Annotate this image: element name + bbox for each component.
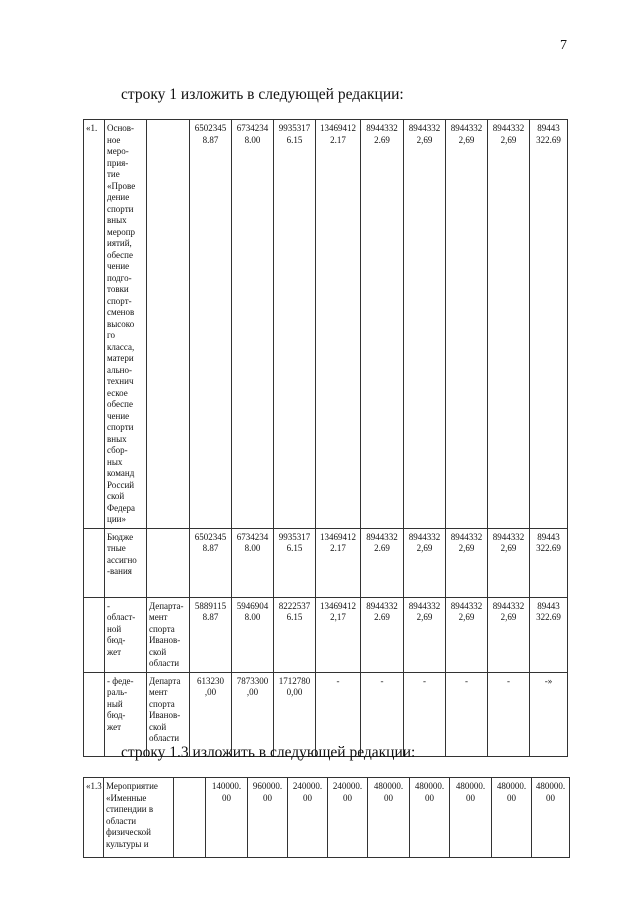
event-name-cell-line: тие bbox=[107, 169, 120, 179]
amount-cell-line: 00 bbox=[384, 792, 393, 803]
event-name-cell bbox=[105, 528, 147, 597]
amount-cell bbox=[530, 528, 568, 597]
amount-cell bbox=[232, 528, 274, 597]
amount-cell bbox=[410, 778, 450, 858]
amount-cell bbox=[488, 120, 530, 529]
event-name-cell-line: матери bbox=[107, 353, 134, 363]
amount-cell bbox=[488, 672, 530, 756]
executor-cell-line: мент bbox=[149, 687, 168, 697]
amount-cell-line: 9935317 bbox=[278, 531, 311, 542]
event-name-cell-line: спорти bbox=[107, 203, 134, 214]
amount-cell-line: 00 bbox=[303, 792, 312, 803]
amount-cell-line: - bbox=[465, 675, 468, 686]
event-name-cell-line: бюд- bbox=[107, 710, 126, 720]
executor-cell-line: Департа- bbox=[149, 600, 184, 611]
event-name-cell-line: обеспе bbox=[107, 399, 133, 409]
amount-cell-line: 13469412 bbox=[320, 600, 356, 611]
heading-row-1: строку 1 изложить в следующей редакции: bbox=[121, 86, 404, 103]
row-number-cell: «1.3 bbox=[84, 778, 104, 858]
event-name-cell-line: «Именные bbox=[106, 792, 147, 803]
event-name-cell-line: раль- bbox=[107, 687, 128, 697]
event-name-cell-line: физической bbox=[106, 827, 151, 837]
amount-cell-line: 00 bbox=[425, 792, 434, 803]
amount-cell-line: 322.69 bbox=[536, 612, 561, 622]
event-name-cell bbox=[105, 597, 147, 672]
amount-cell-line: 6.15 bbox=[286, 543, 303, 553]
event-name-cell-line: меропр bbox=[107, 226, 136, 237]
executor-cell bbox=[174, 778, 206, 858]
executor-cell-line: ской bbox=[149, 646, 167, 657]
amount-cell bbox=[316, 528, 361, 597]
event-name-cell-line: культуры и bbox=[106, 838, 149, 849]
amount-cell-line: 8.87 bbox=[202, 134, 219, 145]
table-row bbox=[84, 120, 568, 529]
amount-cell-line: - bbox=[336, 675, 340, 686]
amount-cell-line: 8944332 bbox=[492, 600, 525, 611]
amount-cell-line: 480000. bbox=[455, 781, 486, 791]
executor-cell-line: Иванов- bbox=[149, 710, 181, 720]
event-name-cell-line: дение bbox=[107, 192, 130, 202]
amount-cell-line: - bbox=[380, 675, 384, 686]
amount-cell-line: 240000. bbox=[292, 781, 323, 791]
event-name-cell-line: стипендии в bbox=[106, 804, 154, 814]
amount-cell-line: 7873300 bbox=[236, 675, 269, 686]
amount-cell-line: - bbox=[423, 675, 426, 686]
amount-cell-line: 480000. bbox=[373, 781, 404, 791]
event-name-cell-line: ных bbox=[107, 456, 123, 467]
row-number-cell bbox=[84, 672, 105, 756]
amount-cell bbox=[492, 778, 532, 858]
amount-cell bbox=[404, 120, 446, 529]
amount-cell-line: 6502345 bbox=[194, 531, 227, 542]
amount-cell-line: 00 bbox=[466, 792, 475, 803]
amount-cell-line: 8944332 bbox=[492, 123, 525, 133]
executor-cell-line: спорта bbox=[149, 623, 175, 634]
event-name-cell-line: товки bbox=[107, 284, 129, 294]
amount-cell-line: 6502345 bbox=[194, 123, 227, 133]
row-number-cell bbox=[84, 528, 105, 597]
amount-cell bbox=[446, 528, 488, 597]
event-name-cell-line: подго- bbox=[107, 272, 132, 283]
amount-cell bbox=[488, 528, 530, 597]
amount-cell-line: 0,00 bbox=[286, 687, 303, 697]
amount-cell-line: 8222537 bbox=[278, 600, 311, 611]
amount-cell-line: 6.15 bbox=[286, 134, 303, 145]
amount-cell-line: 00 bbox=[343, 792, 352, 803]
event-name-cell-line: Россий bbox=[107, 479, 135, 490]
amount-cell-line: 00 bbox=[263, 792, 272, 803]
executor-cell-line: ской bbox=[149, 721, 167, 732]
amount-cell-line: 2.69 bbox=[374, 612, 390, 622]
amount-cell bbox=[361, 120, 404, 529]
table-row bbox=[84, 528, 568, 597]
amount-cell-line: 8944332 bbox=[408, 531, 441, 542]
amount-cell-line: 00 bbox=[507, 792, 516, 803]
amount-cell-line: 480000. bbox=[414, 781, 445, 791]
amount-cell bbox=[190, 528, 232, 597]
amount-cell-line: 5889115 bbox=[194, 600, 227, 611]
amount-cell-line: 00 bbox=[222, 792, 231, 803]
amount-cell bbox=[530, 597, 568, 672]
event-name-cell-line: чение bbox=[107, 261, 130, 271]
executor-cell-line: области bbox=[149, 658, 180, 668]
amount-cell-line: 1712780 bbox=[278, 675, 311, 686]
heading-row-1-3: строку 1.3 изложить в следующей редакции: bbox=[121, 744, 416, 761]
event-name-cell-line: меро- bbox=[107, 146, 129, 156]
amount-cell-line: 89443 bbox=[537, 600, 560, 611]
amount-cell-line: ,00 bbox=[246, 687, 259, 697]
amount-cell-line: 8.00 bbox=[244, 134, 261, 145]
table-row bbox=[84, 778, 570, 858]
amount-cell-line: 480000. bbox=[535, 781, 566, 791]
event-name-cell bbox=[104, 778, 174, 858]
amount-cell-line: 8.87 bbox=[202, 612, 219, 622]
event-name-cell-line: «Прове bbox=[107, 180, 136, 191]
executor-cell-line: Иванов- bbox=[149, 635, 181, 645]
amount-cell bbox=[190, 597, 232, 672]
amount-cell-line: 2,69 bbox=[458, 134, 475, 145]
executor-cell-line: области bbox=[149, 733, 180, 743]
amount-cell bbox=[530, 120, 568, 529]
amount-cell-line: ,00 bbox=[204, 687, 217, 697]
event-name-cell-line: ный bbox=[107, 698, 123, 709]
amount-cell bbox=[450, 778, 492, 858]
event-name-cell-line: ально- bbox=[107, 364, 132, 375]
executor-cell bbox=[147, 597, 190, 672]
event-name-cell-line: Основ- bbox=[107, 123, 135, 133]
event-name-cell-line: спорт- bbox=[107, 295, 132, 306]
amount-cell-line: 8944332 bbox=[492, 531, 525, 542]
amount-cell-line: 8944332 bbox=[450, 123, 483, 133]
event-name-cell-line: жет bbox=[107, 721, 122, 732]
event-name-cell-line: ной bbox=[107, 623, 122, 634]
event-name-cell-line: - bbox=[107, 600, 110, 611]
event-name-cell-line: класса, bbox=[107, 341, 135, 352]
amount-cell-line: 2,69 bbox=[500, 612, 517, 622]
amount-cell-line: 2.17 bbox=[330, 134, 346, 145]
executor-cell-line: мент bbox=[149, 612, 168, 622]
amount-cell-line: 2.69 bbox=[374, 134, 390, 145]
amount-cell-line: 8944332 bbox=[366, 600, 398, 611]
amount-cell bbox=[361, 597, 404, 672]
executor-cell bbox=[147, 528, 190, 597]
amount-cell-line: 2,69 bbox=[416, 543, 433, 553]
amount-cell bbox=[316, 597, 361, 672]
event-name-cell-line: технич bbox=[107, 376, 134, 386]
amount-cell bbox=[232, 597, 274, 672]
amount-cell bbox=[488, 597, 530, 672]
event-name-cell-line: сменов bbox=[107, 307, 135, 317]
amount-cell bbox=[288, 778, 328, 858]
amount-cell-line: 480000. bbox=[496, 781, 527, 791]
budget-table-row-1 bbox=[83, 119, 568, 757]
event-name-cell-line: - феде- bbox=[107, 675, 134, 686]
amount-cell bbox=[190, 120, 232, 529]
amount-cell bbox=[446, 120, 488, 529]
amount-cell bbox=[530, 672, 568, 756]
amount-cell-line: 2.17 bbox=[330, 543, 346, 553]
amount-cell-line: 8944332 bbox=[450, 600, 483, 611]
amount-cell-line: 140000. bbox=[211, 781, 242, 791]
amount-cell-line: 5946904 bbox=[236, 600, 269, 611]
amount-cell-line: 89443 bbox=[537, 531, 560, 542]
amount-cell-line: 6.15 bbox=[286, 612, 303, 622]
row-number-cell bbox=[84, 597, 105, 672]
amount-cell-line: 240000. bbox=[332, 781, 363, 791]
amount-cell-line: 8944332 bbox=[366, 123, 398, 133]
event-name-cell-line: еское bbox=[107, 387, 128, 398]
event-name-cell-line: чение bbox=[107, 410, 130, 421]
event-name-cell-line: тные bbox=[107, 543, 126, 553]
amount-cell bbox=[274, 528, 316, 597]
amount-cell bbox=[361, 528, 404, 597]
event-name-cell-line: го bbox=[107, 330, 115, 340]
amount-cell-line: 13469412 bbox=[320, 123, 356, 133]
amount-cell-line: - bbox=[507, 675, 510, 686]
event-name-cell-line: Мероприятие bbox=[106, 781, 158, 791]
amount-cell-line: 2,69 bbox=[458, 543, 475, 553]
amount-cell-line: 6734234 bbox=[236, 123, 269, 133]
amount-cell-line: 2,69 bbox=[416, 612, 433, 622]
amount-cell-line: 13469412 bbox=[320, 531, 356, 542]
amount-cell-line: 8944332 bbox=[408, 600, 441, 611]
amount-cell-line: 2,69 bbox=[416, 134, 433, 145]
event-name-cell-line: бюд- bbox=[107, 635, 126, 645]
amount-cell-line: 89443 bbox=[537, 123, 560, 133]
page-number: 7 bbox=[560, 38, 567, 53]
amount-cell-line: 2,69 bbox=[458, 612, 475, 622]
amount-cell-line: 322.69 bbox=[536, 134, 561, 145]
amount-cell bbox=[316, 120, 361, 529]
amount-cell-line: 2,17 bbox=[330, 612, 346, 622]
amount-cell bbox=[274, 120, 316, 529]
amount-cell bbox=[328, 778, 368, 858]
row-number-cell: «1. bbox=[84, 120, 105, 529]
amount-cell bbox=[368, 778, 410, 858]
amount-cell-line: 6734234 bbox=[236, 531, 269, 542]
amount-cell-line: 8.87 bbox=[202, 543, 219, 553]
event-name-cell-line: Федера bbox=[107, 502, 136, 513]
amount-cell-line: 8944332 bbox=[366, 531, 398, 542]
amount-cell bbox=[404, 528, 446, 597]
event-name-cell bbox=[105, 120, 147, 529]
amount-cell-line: 322.69 bbox=[536, 543, 561, 553]
amount-cell bbox=[206, 778, 248, 858]
executor-cell-line: Департа bbox=[149, 675, 181, 686]
budget-table-row-1-3 bbox=[83, 777, 570, 858]
event-name-cell-line: спорти bbox=[107, 422, 134, 432]
executor-cell-line: спорта bbox=[149, 698, 175, 709]
event-name-cell-line: высоко bbox=[107, 318, 135, 329]
amount-cell bbox=[446, 597, 488, 672]
amount-cell-line: 8.00 bbox=[244, 612, 261, 622]
event-name-cell-line: иятий, bbox=[107, 238, 132, 248]
event-name-cell-line: вных bbox=[107, 433, 127, 444]
amount-cell-line: 8.00 bbox=[244, 543, 261, 553]
amount-cell-line: 00 bbox=[546, 792, 555, 803]
event-name-cell-line: сбор- bbox=[107, 445, 128, 455]
event-name-cell-line: ции» bbox=[107, 514, 126, 524]
event-name-cell-line: област- bbox=[107, 612, 136, 622]
executor-cell bbox=[147, 120, 190, 529]
event-name-cell-line: ской bbox=[107, 491, 125, 501]
amount-cell-line: 2,69 bbox=[500, 134, 517, 145]
event-name-cell-line: команд bbox=[107, 468, 135, 478]
event-name-cell-line: Бюдже bbox=[107, 531, 134, 542]
amount-cell bbox=[532, 778, 570, 858]
event-name-cell-line: жет bbox=[107, 646, 122, 657]
amount-cell-line: -» bbox=[544, 675, 553, 686]
event-name-cell-line: ное bbox=[107, 134, 121, 145]
amount-cell-line: 2.69 bbox=[374, 543, 390, 553]
amount-cell bbox=[248, 778, 288, 858]
amount-cell-line: 9935317 bbox=[278, 123, 311, 133]
amount-cell-line: 613230 bbox=[197, 675, 224, 686]
amount-cell-line: 960000. bbox=[252, 781, 283, 791]
event-name-cell-line: прия- bbox=[107, 157, 129, 168]
amount-cell-line: 2,69 bbox=[500, 543, 517, 553]
amount-cell bbox=[446, 672, 488, 756]
event-name-cell-line: ассигно bbox=[107, 554, 137, 565]
event-name-cell-line: -вания bbox=[107, 566, 132, 576]
event-name-cell-line: обеспе bbox=[107, 249, 133, 260]
event-name-cell-line: вных bbox=[107, 215, 127, 225]
amount-cell-line: 8944332 bbox=[450, 531, 483, 542]
event-name-cell-line: области bbox=[106, 815, 137, 826]
amount-cell-line: 8944332 bbox=[408, 123, 441, 133]
amount-cell bbox=[274, 597, 316, 672]
amount-cell bbox=[404, 597, 446, 672]
table-row bbox=[84, 597, 568, 672]
amount-cell bbox=[232, 120, 274, 529]
